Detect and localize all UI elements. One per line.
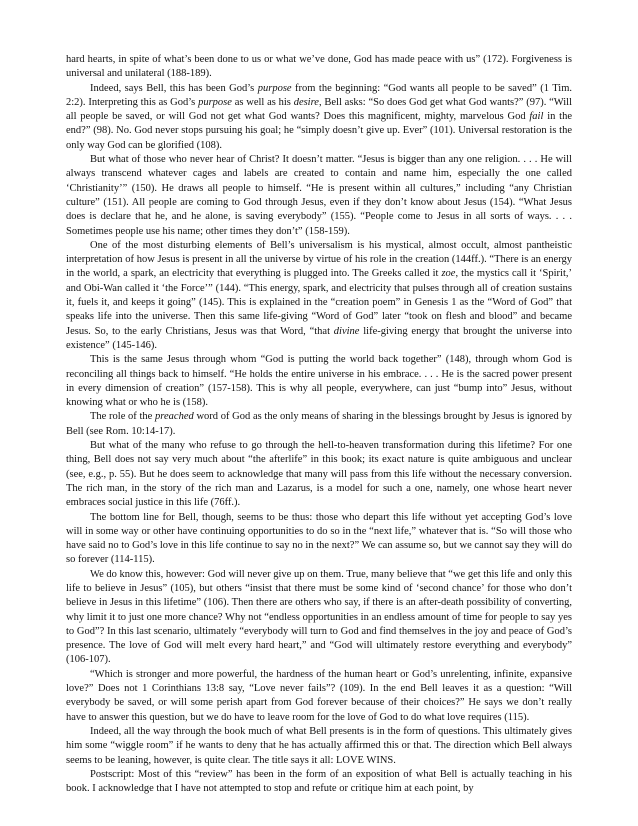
text-run: But what of the many who refuse to go through the hell-to-heaven transformation during this lifetime? For one thing, Bell does not say very much about “the afterlife” in this book; its exact nature is quite ambiguous and unclear (see, e.g., p. 55). But he does seem to acknowledge that many will pass from this life without the necessary conversion. The rich man, in the story of the rich man and Lazarus, is a model for such a one, namely, one whose heart never embraces social justice in this life (76ff.). — [66, 440, 572, 509]
paragraph — [66, 568, 572, 668]
paragraph — [66, 153, 572, 239]
text-run: life-giving energy that brought the universe into existence” (145-146). — [66, 325, 572, 351]
text-run: But what of those who never hear of Christ? It doesn’t matter. “Jesus is bigger than any one religion. . . . He will always transcend whatever cages and labels are created to contain and name him, especially the one called ‘Christianity’” (150). He draws all people to himself. “He is present within all cultures,” including “any Christian culture” (151). All people are coming to God through Jesus, even if they don’t know about Jesus (154). “What Jesus does is declare that he, and he alone, is saving everybody” (155). “People come to Jesus in all sorts of ways. . . . Sometimes people use his name; other times they don’t” (158-159). — [66, 154, 572, 237]
text-run: Postscript: Most of this “review” has been in the form of an exposition of what Bell is actually teaching in his book. I acknowledge that I have not attempted to stop and refute or critique him at each point, by — [66, 768, 572, 795]
paragraph — [66, 668, 572, 725]
paragraph — [66, 725, 572, 768]
text-run: Indeed, all the way through the book much of what Bell presents is in the form of questions. This ultimately gives him some “wiggle room” if he wants to deny that he has actually affirmed this or that. The direction which Bell always seems to be leaning, however, is quite clear. The title says it all: LOVE WINS. — [66, 725, 572, 766]
text-run: The role of the — [90, 411, 156, 423]
text-run: , the mystics call it ‘Spirit,’ and Obi-Wan called it ‘the Force’” (144). “This energy, spark, and electricity that pulses through all of creation sustains it, fuels it, and keeps it going” (145). This is explained in the “creation poem” in Genesis 1 as the “Word of God” that speaks life into the universe. Then this same life-giving “Word of God” later “took on flesh and blood” and became Jesus. So, to the early Christians, Jesus was that Word, “that — [66, 268, 572, 337]
italic-text: divine — [333, 325, 360, 337]
text-run: The bottom line for Bell, though, seems to be thus: those who depart this life without yet accepting God’s love will in some way or other have continuing opportunities to do so in the “next life,” whatever that is. “So will those who have said no to God’s love in this life continue to say no in the next?” We can assume so, but we cannot say they will do so forever (114-115). — [66, 511, 572, 566]
text-run: , Bell asks: “So does God get what God wants?” (97). “Will all people be saved, or will God not get what God wants? Does this magnificent, mighty, marvelous God — [66, 96, 573, 123]
document-body — [66, 53, 572, 796]
paragraph — [66, 239, 572, 353]
paragraph — [66, 410, 572, 439]
paragraph — [66, 439, 572, 510]
text-run: hard hearts, in spite of what’s been done to us or what we’ve done, God has made peace with us” (172). Forgiveness is universal and unilateral (188-189). — [66, 54, 572, 80]
paragraph — [66, 768, 572, 797]
text-run: One of the most disturbing elements of Bell’s universalism is his mystical, almost occult, almost pantheistic interpretation of how Jesus is present in all the universe by virtue of his role in the creation (144ff.). “There is an energy in the world, a spark, an electricity that everything is plugged into. The Greeks called it — [66, 239, 572, 280]
italic-text: desire — [293, 96, 319, 108]
italic-text: preached — [155, 411, 194, 423]
paragraph — [66, 53, 572, 82]
text-run: word of God as the only means of sharing in the blessings brought by Jesus is ignored by Bell (see Rom. 10:14-17). — [66, 411, 572, 437]
text-run: from the beginning: “God wants all people to be saved” (1 Tim. 2:2). Interpreting this as God’s — [66, 82, 572, 108]
text-run: in the end?” (98). No. God never stops pursuing his goal; he “simply doesn’t give up. Ever” (101). Universal restoration is the only way God can be glorified (108). — [66, 111, 572, 151]
italic-text: purpose — [257, 82, 292, 94]
paragraph — [66, 82, 572, 153]
text-run: We do know this, however: God will never give up on them. True, many believe that “we get this life and only this life to believe in Jesus” (105), but others “insist that there must be some kind of ‘second chance’ for those who don’t believe in Jesus in this lifetime” (106). Then there are others who say, if there is an after-death possibility of converting, why limit it to just one more chance? Why not “endless opportunities in an endless amount of time for people to say yes to God”? In this last scenario, ultimately “everybody will turn to God and find themselves in the joy and peace of God’s presence. The love of God will melt every hard heart,” and “God will ultimately restore everything and everybody” (106-107). — [66, 568, 572, 666]
italic-text: purpose — [198, 96, 232, 108]
italic-text: zoe — [441, 268, 456, 280]
text-run: Indeed, says Bell, this has been God’s — [90, 82, 258, 94]
text-run: as well as his — [231, 96, 294, 108]
paragraph — [66, 511, 572, 568]
text-run: This is the same Jesus through whom “God is putting the world back together” (148), through whom God is reconciling all things back to himself. “He holds the entire universe in his embrace. . . . He is the sacred power present in every dimension of creation” (157-158). This is why all people, everywhere, can just “bump into” Jesus, without knowing what or who he is (158). — [66, 354, 572, 409]
italic-text: fail — [529, 111, 544, 123]
paragraph — [66, 353, 572, 410]
text-run: “Which is stronger and more powerful, the hardness of the human heart or God’s unrelenting, infinite, expansive love?” Does not 1 Corinthians 13:8 say, “Love never fails”? (109). In the end Bell leaves it as a question: “Will everybody be saved, or will some perish apart from God forever because of their choices?” He says we don’t really have to answer this question, but we do have to leave room for the love of God to do what love requires (115). — [66, 668, 572, 723]
